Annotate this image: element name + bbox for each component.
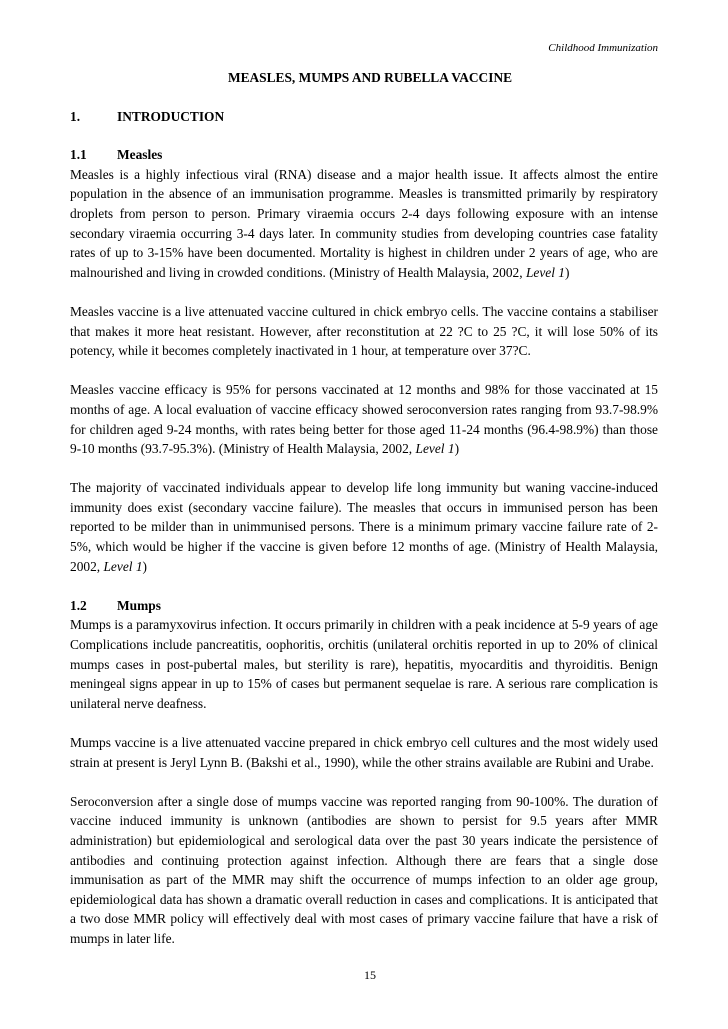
subsection-number: 1.2 <box>70 597 87 613</box>
mumps-paragraph-2: Mumps vaccine is a live attenuated vaccine prepared in chick embryo cell cultures and the most widely used strain at present is Jeryl Lynn B. (Bakshi et al., 1990), while the other strains available are Rubini and Urabe. <box>70 735 658 770</box>
subsection-heading-mumps <box>70 596 658 616</box>
running-header: Childhood Immunization <box>548 42 658 54</box>
evidence-level: Level 1 <box>103 558 143 574</box>
page-number: 15 <box>364 968 376 982</box>
subsection-heading-measles <box>70 145 658 165</box>
subsection-title: Measles <box>117 147 163 163</box>
subsection-title: Mumps <box>117 597 161 613</box>
subsection-number: 1.1 <box>70 147 87 163</box>
evidence-level: Level 1 <box>415 441 455 457</box>
measles-paragraph-1: Measles is a highly infectious viral (RNA) disease and a major health issue. It affects almost the entire population in the absence of an immunisation programme. Measles is transmitted primarily by respiratory droplets from person to person. Primary viraemia occurs 2-4 days following exposure with an intense secondary viraemia occurring 3-4 days later. In community studies from developing countries case fatality rates of up to 3-15% have been documented. Mortality is highest in children under 2 years of age, who are malnourished and living in crowded conditions. (Ministry of Health Malaysia, 2002, Level 1) <box>70 166 658 280</box>
section-number: 1. <box>70 108 81 124</box>
document-body <box>70 68 658 968</box>
section-title: INTRODUCTION <box>117 108 225 124</box>
measles-paragraph-2: Measles vaccine is a live attenuated vaccine cultured in chick embryo cells. The vaccine contains a stabiliser that makes it more heat resistant. However, after reconstitution at 22 ?C to 25 ?C, it will lose 50% of its potency, while it becomes completely inactivated in 1 hour, at temperature over 37?C. <box>70 303 658 359</box>
document-title: MEASLES, MUMPS AND RUBELLA VACCINE <box>227 70 513 85</box>
measles-paragraph-4: The majority of vaccinated individuals appear to develop life long immunity but waning vaccine-induced immunity does exist (secondary vaccine failure). The measles that occurs in immunised person has been reported to be milder than in unimmunised persons. There is a minimum primary vaccine failure rate of 2-5%, which would be higher if the vaccine is given before 12 months of age. (Ministry of Health Malaysia, 2002, Level 1) <box>70 480 658 574</box>
evidence-level: Level 1 <box>525 264 565 280</box>
mumps-paragraph-3: Seroconversion after a single dose of mumps vaccine was reported ranging from 90-100%. The duration of vaccine induced immunity is unknown (antibodies are shown to persist for 9.5 years after MMR administration) but epidemiological and serological data over the past 30 years indicate the persistence of antibodies and continuing protection against infection. Although there are fears that a single dose immunisation as part of the MMR may shift the occurrence of mumps infection to an older age group, epidemiological data has shown a dramatic overall reduction in cases and complications. It is anticipated that a two dose MMR policy will effectively deal with most cases of primary vaccine failure that have a risk of mumps in later life. <box>70 793 658 946</box>
mumps-paragraph-1: Mumps is a paramyxovirus infection. It occurs primarily in children with a peak incidence at 5-9 years of age Complications include pancreatitis, oophoritis, orchitis (unilateral orchitis reported in up to 20% of clinical mumps cases in post-pubertal males, but sterility is rare), hepatitis, myocarditis and thyroiditis. Benign meningeal signs appear in up to 15% of cases but permanent sequelae is rare. A serious rare complication is unilateral nerve deafness. <box>70 617 658 711</box>
measles-paragraph-3: Measles vaccine efficacy is 95% for persons vaccinated at 12 months and 98% for those vaccinated at 15 months of age. A local evaluation of vaccine efficacy showed seroconversion rates ranging from 93.7-98.9% for children aged 9-24 months, with rates being better for those aged 11-24 months (96.4-98.9%) than those 9-10 months (93.7-95.3%). (Ministry of Health Malaysia, 2002, Level 1) <box>70 382 658 457</box>
section-heading-introduction <box>70 107 658 127</box>
